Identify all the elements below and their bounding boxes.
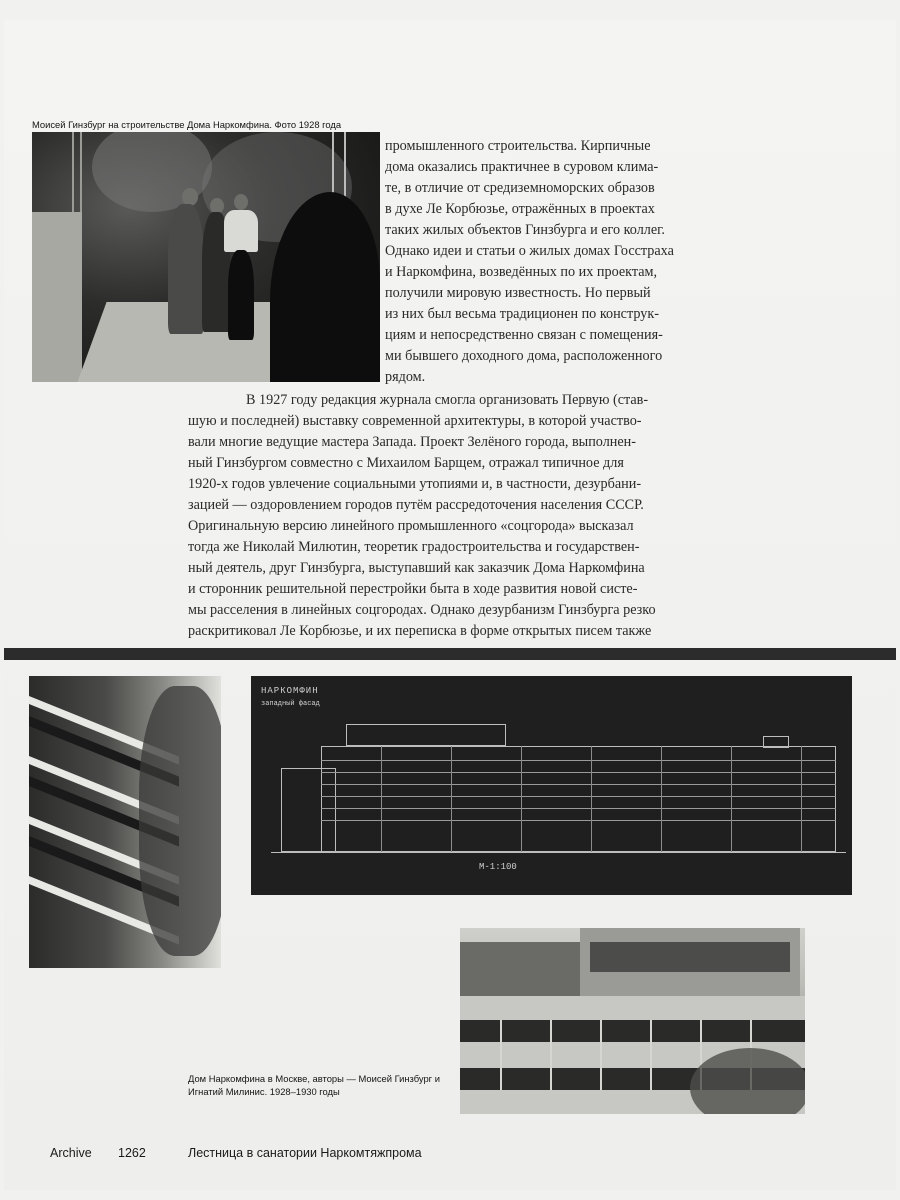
photo-caption-top: Моисей Гинзбург на строительстве Дома Наркомфина. Фото 1928 года [32,119,342,130]
photo-narkomfin-building [460,928,805,1114]
text-line: ный Гинзбургом совместно с Михаилом Барщем, отражал типичное для [188,455,624,471]
text-line: 1920-х годов увлечение социальными утопиями и, в частности, дезурбани- [188,476,642,492]
drawing-scale: М-1:100 [479,862,517,872]
text-line: Оригинальную версию линейного промышленного «соцгорода» высказал [188,518,634,534]
text-line: получили мировую известность. Но первый [385,285,651,301]
drawing-title: НАРКОМФИН [261,686,319,696]
photo-ginzburg-construction [32,132,380,382]
text-line: тогда же Николай Милютин, теоретик градостроительства и государствен- [188,539,640,555]
drawing-subtitle: западный фасад [261,700,320,708]
text-line: зацией — оздоровлением городов путём рассредоточения населения СССР. [188,497,644,513]
photo-caption-bottom: Дом Наркомфина в Москве, авторы — Моисей Гинзбург и Игнатий Милинис. 1928–1930 годы [188,1073,440,1097]
text-line: Однако идеи и статьи о жилых домах Госстраха [385,243,674,259]
text-line: промышленного строительства. Кирпичные [385,138,651,154]
text-line: дома оказались практичнее в суровом клима- [385,159,659,175]
text-line: те, в отличие от средиземноморских образов [385,180,655,196]
footer-section-label: Archive [50,1146,92,1160]
text-line: раскритиковал Ле Корбюзье, и их переписка в форме открытых писем также [188,623,652,639]
text-line: циям и непосредственно связан с помещения- [385,327,663,343]
text-line: ми бывшего доходного дома, расположенного [385,348,663,364]
architectural-drawing-facade [251,676,852,895]
text-line: и сторонник решительной перестройки быта в ходе развития новой систе- [188,581,638,597]
text-line: ный деятель, друг Гинзбурга, выступавший как заказчик Дома Наркомфина [188,560,645,576]
footer-page-number: 1262 [118,1146,146,1160]
photo-facade-angle [29,676,221,968]
text-line: из них был весьма традиционен по конструк- [385,306,659,322]
text-line: В 1927 году редакция журнала смогла организовать Первую (став- [246,392,649,408]
text-line: шую и последней) выставку современной архитектуры, в которой участво- [188,413,642,429]
text-line: мы расселения в линейных соцгородах. Однако дезурбанизм Гинзбурга резко [188,602,656,618]
text-line: в духе Ле Корбюзье, отражённых в проектах [385,201,655,217]
text-line: и Наркомфина, возведённых по их проектам, [385,264,658,280]
text-line: вали многие ведущие мастера Запада. Проект Зелёного города, выполнен- [188,434,636,450]
text-line: рядом. [385,369,426,385]
section-divider [4,648,896,660]
text-line: таких жилых объектов Гинзбурга и его коллег. [385,222,665,238]
footer-running-title: Лестница в санатории Наркомтяжпрома [188,1146,422,1160]
